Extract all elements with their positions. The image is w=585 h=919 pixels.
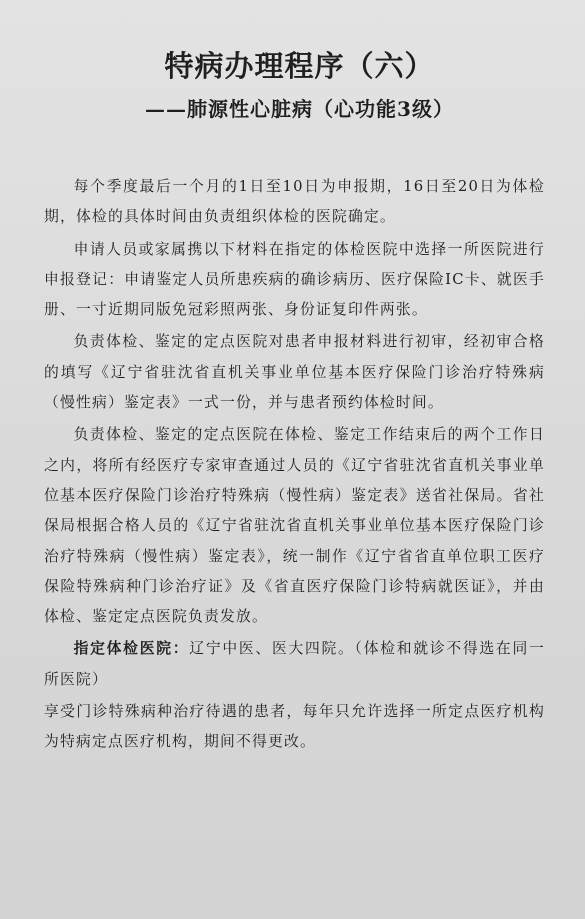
paragraph-initial-review: 负责体检、鉴定的定点医院对患者申报材料进行初审，经初审合格的填写《辽宁省驻沈省直机关事业单位基本医疗保险门诊治疗特殊病（慢性病）鉴定表》一式一份，并与患者预约体检时间。: [44, 333, 545, 412]
document-body: [44, 172, 545, 758]
designated-hospitals-label: 指定体检医院：: [73, 640, 190, 658]
document-subtitle: ——肺源性心脏病（心功能3级）: [145, 97, 454, 121]
paragraph-submission: 负责体检、鉴定的定点医院在体检、鉴定工作结束后的两个工作日之内，将所有经医疗专家审查通过人员的《辽宁省驻沈省直机关事业单位基本医疗保险门诊治疗特殊病（慢性病）鉴定表》送省社保局。省社保局根据合格人员的《辽宁省驻沈省直机关事业单位基本医疗保险门诊治疗特殊病（慢性病）鉴定表》，统一制作《辽宁省省直单位职工医疗保险特殊病种门诊治疗证》及《省直医疗保险门诊特病就医证》，并由体检、鉴定定点医院负责发放。: [44, 426, 545, 626]
designated-hospitals-text: 辽宁中医、医大四院。（体检和就诊不得选在同一所医院）: [44, 640, 545, 688]
paragraph-schedule: 每个季度最后一个月的1日至10日为申报期，16日至20日为体检期，体检的具体时间由负责组织体检的医院确定。: [44, 178, 545, 226]
paragraph-designated-hospitals: [44, 634, 545, 695]
paragraph-materials: 申请人员或家属携以下材料在指定的体检医院中选择一所医院进行申报登记：申请鉴定人员所患疾病的确诊病历、医疗保险IC卡、就医手册、一寸近期同版免冠彩照两张、身份证复印件两张。: [44, 240, 545, 319]
paragraph-fixed-institution: 享受门诊特殊病种治疗待遇的患者，每年只允许选择一所定点医疗机构为特病定点医疗机构，期间不得更改。: [44, 703, 545, 751]
document-title: 特病办理程序（六）: [164, 49, 435, 83]
